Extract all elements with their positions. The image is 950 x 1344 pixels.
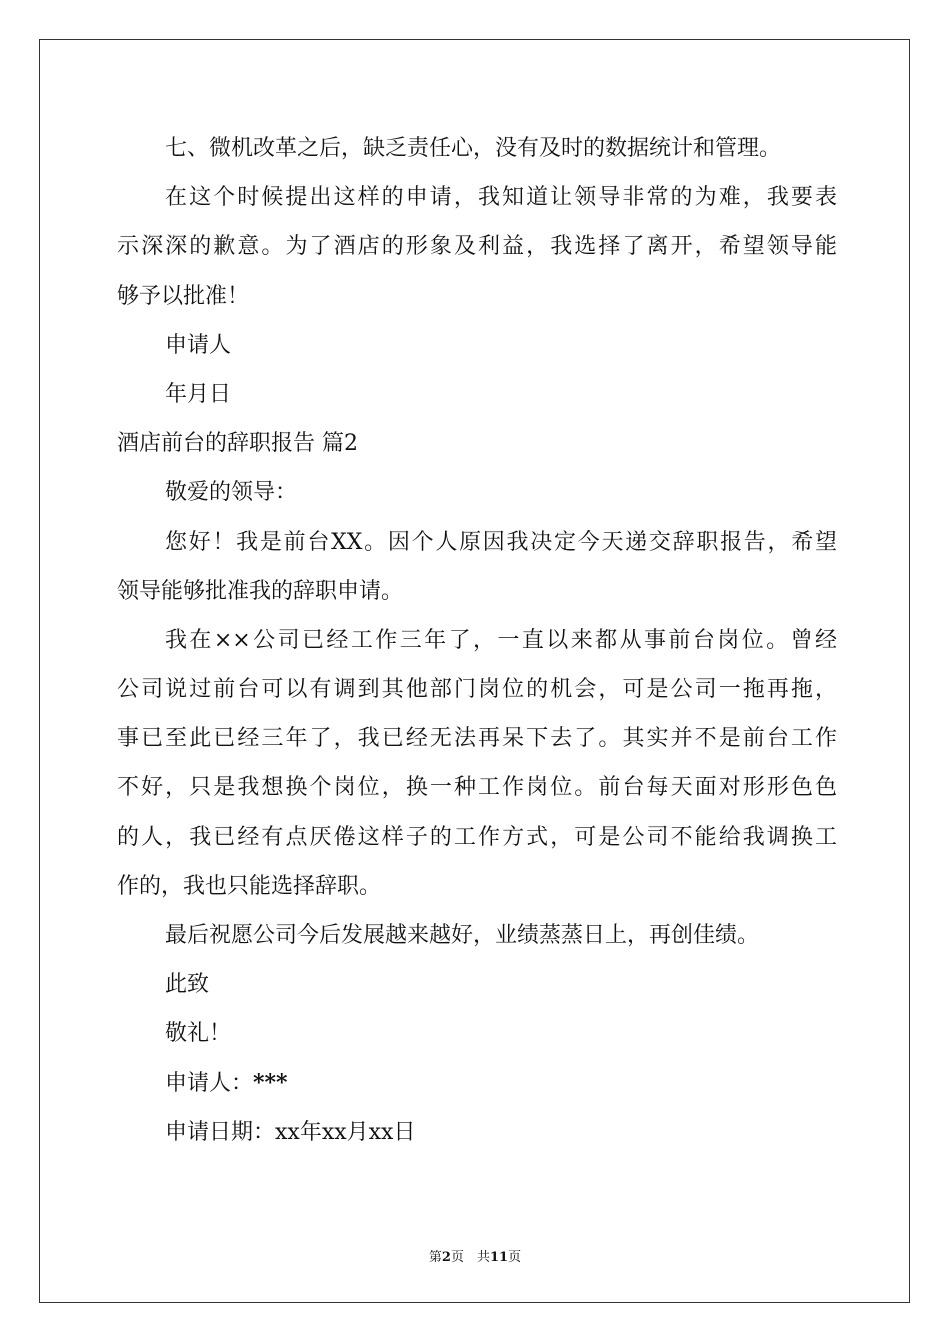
- date-label: 年月日: [165, 381, 232, 407]
- section-heading: 酒店前台的辞职报告 篇2: [117, 431, 358, 457]
- applicant-line: [117, 1059, 837, 1108]
- applicant-value: ***: [253, 1069, 288, 1096]
- document-body: [117, 124, 837, 1157]
- signature-label: 申请人: [165, 332, 232, 358]
- text-line: 在这个时候提出这样的申请，我知道让领导非常的为难，我要表: [165, 185, 837, 211]
- text-line: 领导能够批准我的辞职申请。: [117, 578, 404, 604]
- salutation: 敬爱的领导：: [165, 480, 298, 506]
- footer-mid: 页 共: [450, 1250, 490, 1265]
- text-line: 够予以批准！: [117, 283, 250, 309]
- closing-line: 此致: [165, 972, 210, 998]
- total-page-number: 11: [489, 1250, 509, 1265]
- text-line: 我在××公司已经工作三年了，一直以来都从事前台岗位。曾经: [165, 627, 837, 653]
- text-line: 公司说过前台可以有调到其他部门岗位的机会，可是公司一拖再拖，: [117, 677, 837, 703]
- closing-salute: 敬礼！: [165, 1021, 232, 1047]
- text-line: 七、微机改革之后，缺乏责任心，没有及时的数据统计和管理。: [165, 136, 782, 161]
- text-line: 事已至此已经三年了，我已经无法再呆下去了。其实并不是前台工作: [117, 726, 837, 752]
- text-line: 作的，我也只能选择辞职。: [117, 873, 382, 899]
- application-date: 申请日期：xx年xx月xx日: [165, 1119, 416, 1145]
- text-line: 不好，只是我想换个岗位，换一种工作岗位。前台每天面对形形色色: [117, 775, 837, 801]
- current-page-number: 2: [441, 1250, 451, 1265]
- page-footer: [0, 1246, 950, 1265]
- text-line: 示深深的歉意。为了酒店的形象及利益，我选择了离开，希望领导能: [117, 234, 837, 260]
- footer-suffix: 页: [508, 1250, 522, 1265]
- text-line: 您好！我是前台XX。因个人原因我决定今天递交辞职报告，希望: [165, 529, 837, 555]
- text-line: 的人，我已经有点厌倦这样子的工作方式，可是公司不能给我调换工: [117, 824, 837, 850]
- text-line: 最后祝愿公司今后发展越来越好，业绩蒸蒸日上，再创佳绩。: [165, 923, 760, 948]
- footer-prefix: 第: [428, 1250, 442, 1265]
- applicant-label: 申请人：: [165, 1070, 254, 1096]
